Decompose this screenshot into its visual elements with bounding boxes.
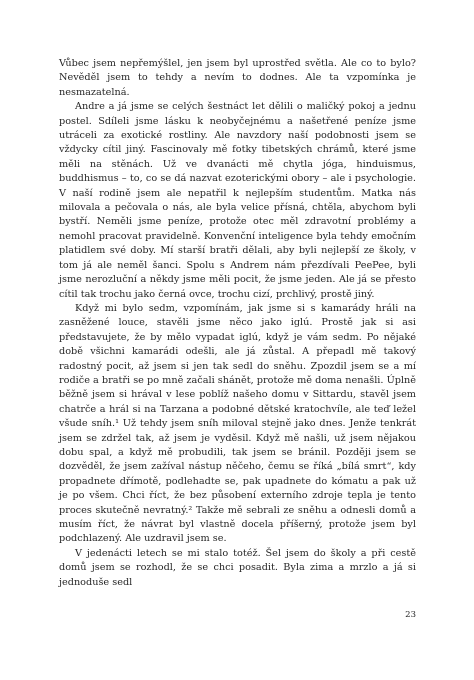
paragraph: Vůbec jsem nepřemýšlel, jen jsem byl uprostřed světla. Ale co to bylo? Nevěděl jsem to tehdy a nevím to dodnes. Ale ta vzpomínka je nesmazatelná. <box>59 58 416 98</box>
paragraph: Andre a já jsme se celých šestnáct let dělili o maličký pokoj a jednu postel. Sdíleli jsme lásku k neobyčejnému a našetřené peníze jsme utráceli za exotické rostliny. Ale navzdory naší podobnosti jsem se vždycky cítil jiný. Fascinovaly mě fotky tibetských chrámů, které jsme měli na stěnách. Už ve dvanácti mě chytla jóga, hinduismus, buddhismus – to, co se dá nazvat ezoterickými obory – ale i psychologie. V naší rodině jsem ale nepatřil k nejlepším studentům. Matka nás milovala a pečovala o nás, ale byla velice přísná, chtěla, abychom byli bystří. Neměli jsme peníze, protože otec měl zdravotní problémy a nemohl pracovat pravidelně. Konvenční inteligence byla tehdy emočním platidlem své doby. Mí starší bratři dělali, aby byli nejlepší ze školy, v tom já ale neměl šanci. Spolu s Andrem nám přezdívali PeePee, byli jsme nerozluční a někdy jsme měli pocit, že jsme jeden. Ale já se přesto cítil tak trochu jako černá ovce, trochu cizí, prchlivý, prostě jiný. <box>59 101 416 300</box>
paragraph: Když mi bylo sedm, vzpomínám, jak jsme si s kamarády hráli na zasněžené louce, stavěli jsme něco jako iglú. Prostě jak si asi představujete, že by mělo vypadat iglú, když je vám sedm. Po nějaké době všichni kamarádi odešli, ale já zůstal. A přepadl mě takový radostný pocit, až jsem si jen tak sedl do sněhu. Zpozdil jsem se a mí rodiče a bratři se po mně začali shánět, protože mě doma nenašli. Úplně běžně jsem si hrával v lese poblíž našeho domu v Sittardu, stavěl jsem chatrče a hrál si na Tarzana a podobné dětské kratochvíle, ale teď ležel všude sníh.¹ Už tehdy jsem sníh miloval stejně jako dnes. Jenže tenkrát jsem se zdržel tak, až jsem je vyděsil. Když mě našli, už jsem nějakou dobu spal, a když mě probudili, tak jsem se bránil. Později jsem se dozvěděl, že jsem zažíval nástup něčeho, čemu se říká „bílá smrt“, kdy propadnete dřímotě, podlehadte se, pak upadnete do kómatu a pak už je po všem. Chci říct, že bez působení externího zdroje tepla je tento proces skutečně nevratný.² Takže mě sebrali ze sněhu a odnesli domů a musím říct, že návrat byl vlastně docela příšerný, protože jsem byl podchlazený. Ale uzdravil jsem se. <box>59 302 416 545</box>
page-number: 23 <box>405 610 416 620</box>
body-text <box>59 57 416 590</box>
paragraph: V jedenácti letech se mi stalo totéž. Šel jsem do školy a při cestě domů jsem se rozhodl, že se chci posadit. Byla zima a mrzlo a já si jednoduše sedl <box>59 547 416 588</box>
